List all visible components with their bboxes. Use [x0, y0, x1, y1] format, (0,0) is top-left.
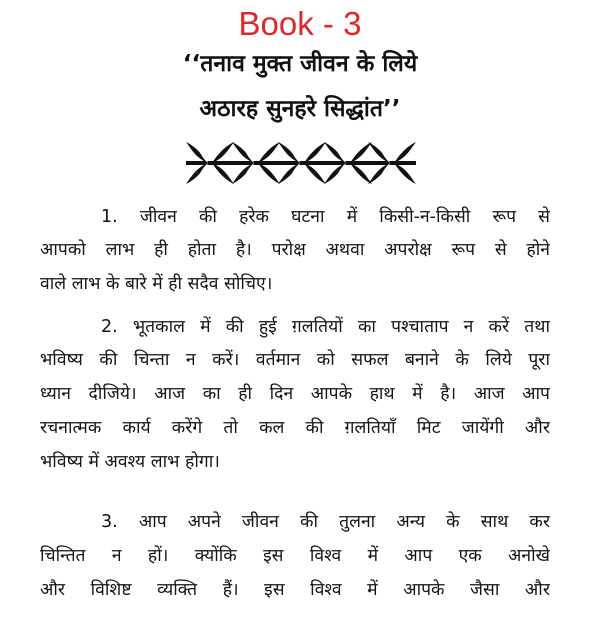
title-line-2: अठारह सुनहरे सिद्धांत’’: [199, 96, 401, 122]
paragraph-1-line-1: 1. जीवन की हरेक घटना में किसी-न-किसी रूप से: [101, 207, 550, 227]
book-label: Book - 3: [238, 5, 362, 42]
title-line-1: ‘‘तनाव मुक्त जीवन के लिये: [182, 51, 418, 77]
paragraph-1-line-3: वाले लाभ के बारे में ही सदैव सोचिए।: [40, 274, 273, 294]
paragraph-2-line-4: रचनात्मक कार्य करेंगे तो कल की ग़लतियाँ मिट जायेंगी और: [40, 418, 550, 438]
paragraph-2-line-1: 2. भूतकाल में की हुई ग़लतियों का पश्चाताप न करें तथा: [101, 317, 550, 337]
paragraph-3-line-2: चिन्तित न हों। क्योंकि इस विश्व में आप एक अनोखे: [40, 546, 550, 566]
paragraph-2-line-3: ध्यान दीजिये। आज का ही दिन आपके हाथ में है। आज आप: [40, 384, 550, 404]
paragraph-1-line-2: आपको लाभ ही होता है। परोक्ष अथवा अपरोक्ष रूप से होने: [40, 240, 550, 260]
leaf-ornament-icon: [186, 138, 416, 188]
paragraph-3-line-3: और विशिष्ट व्यक्ति हैं। इस विश्व में आपके जैसा और: [40, 580, 550, 600]
paragraph-2-line-2: भविष्य की चिन्ता न करें। वर्तमान को सफल बनाने के लिये पूरा: [40, 350, 550, 370]
paragraph-2-line-5: भविष्य में अवश्य लाभ होगा।: [40, 452, 220, 472]
paragraph-3-line-1: 3. आप अपने जीवन की तुलना अन्य के साथ कर: [101, 512, 550, 532]
